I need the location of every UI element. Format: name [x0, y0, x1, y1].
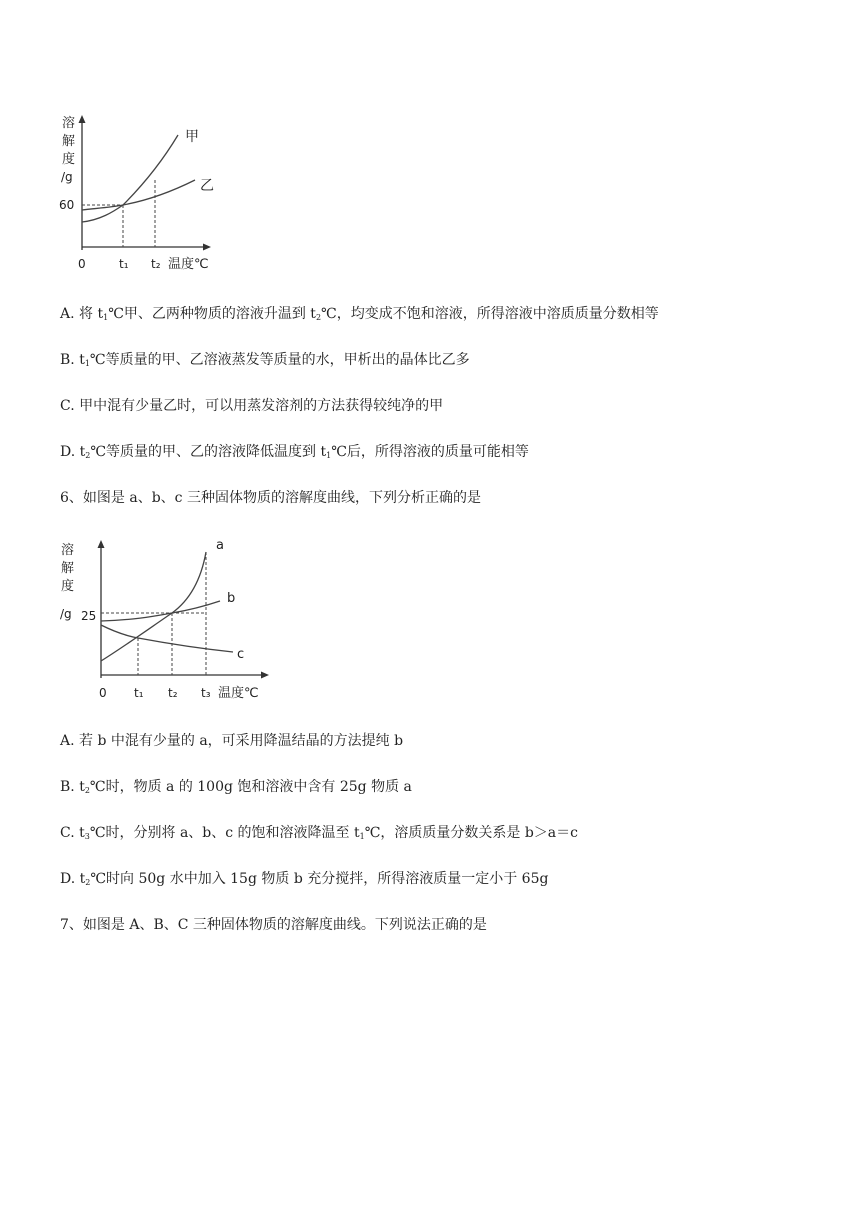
- q5-option-b: [60, 350, 820, 374]
- y-label-2: 解: [61, 561, 75, 576]
- x-tick-t1: t₁: [119, 257, 129, 271]
- curve-a: [101, 552, 206, 661]
- y-label-4: /g: [60, 607, 72, 621]
- origin-label: 0: [99, 686, 107, 700]
- q6d-sub1: 2: [85, 878, 91, 887]
- y-tick-60: 60: [59, 198, 75, 212]
- q6d-mid: ℃时向 50g 水中加入 15g 物质 b 充分搅拌，所得溶液质量一定小于 65g: [90, 871, 549, 887]
- q6-option-b: [60, 777, 820, 801]
- q6b-sub1: 2: [84, 786, 90, 795]
- q7-stem: 7、如图是 A、B、C 三种固体物质的溶解度曲线。下列说法正确的是: [60, 917, 487, 933]
- graph-2-svg: [55, 530, 285, 705]
- y-label-4: /g: [61, 170, 73, 184]
- q5b-prefix: B. t: [60, 352, 85, 368]
- curve-label-c: c: [237, 647, 245, 662]
- q5b-sub1: 1: [84, 359, 90, 368]
- q5a-sub1: 1: [103, 313, 109, 322]
- q6c-sub1: 3: [84, 832, 90, 841]
- y-axis-arrow-icon: [98, 540, 105, 548]
- q6a-text: A. 若 b 中混有少量的 a，可采用降温结晶的方法提纯 b: [60, 733, 404, 749]
- q5a-sub2: 2: [315, 313, 322, 322]
- q5d-end: ℃后，所得溶液的质量可能相等: [331, 444, 529, 460]
- curve-label-jia: 甲: [185, 129, 199, 145]
- q6-option-a: [60, 731, 820, 751]
- x-axis-label: 温度℃: [218, 686, 259, 701]
- x-tick-t3: t₃: [201, 686, 211, 700]
- q6-option-d: [60, 869, 820, 893]
- q5c-text: C. 甲中混有少量乙时，可以用蒸发溶剂的方法获得较纯净的甲: [60, 398, 444, 414]
- x-tick-t2: t₂: [151, 257, 161, 271]
- q5-option-d: [60, 442, 820, 466]
- q6c-sub2: 1: [359, 832, 365, 841]
- q5d-mid: ℃等质量的甲、乙的溶液降低温度到 t: [90, 444, 327, 460]
- q6b-mid: ℃时，物质 a 的 100g 饱和溶液中含有 25g 物质 a: [89, 779, 412, 795]
- q5-option-a: [60, 304, 820, 328]
- y-label-1: 溶: [61, 543, 75, 558]
- origin-label: 0: [78, 257, 86, 271]
- y-tick-25: 25: [81, 609, 97, 623]
- q5a-prefix: A. 将 t: [60, 306, 104, 322]
- x-tick-t1: t₁: [134, 686, 144, 700]
- q5b-mid: ℃等质量的甲、乙溶液蒸发等质量的水，甲析出的晶体比乙多: [89, 352, 470, 368]
- y-label-2: 解: [62, 134, 76, 149]
- q5a-end: ℃，均变成不饱和溶液，所得溶液中溶质质量分数相等: [321, 306, 659, 322]
- q5a-mid: ℃甲、乙两种物质的溶液升温到 t: [108, 306, 316, 322]
- y-axis-arrow-icon: [79, 115, 86, 123]
- q6c-mid: ℃时，分别将 a、b、c 的饱和溶液降温至 t: [89, 825, 360, 841]
- solubility-graph-2: [55, 530, 285, 705]
- solubility-graph-1: [55, 110, 235, 280]
- x-tick-t2: t₂: [168, 686, 178, 700]
- q5d-sub1: 2: [85, 451, 91, 460]
- graph-1-svg: [55, 110, 235, 280]
- q5-option-c: [60, 396, 820, 416]
- curve-label-b: b: [227, 591, 236, 606]
- curve-b: [101, 601, 220, 621]
- curve-label-a: a: [216, 538, 224, 553]
- y-label-3: 度: [61, 579, 75, 594]
- x-axis-label: 温度℃: [168, 257, 209, 272]
- y-label-1: 溶: [62, 116, 76, 131]
- q6-stem: 6、如图是 a、b、c 三种固体物质的溶解度曲线，下列分析正确的是: [60, 490, 481, 506]
- q5d-prefix: D. t: [60, 444, 86, 460]
- q6c-end: ℃，溶质质量分数关系是 b＞a＝c: [364, 825, 578, 841]
- q5d-sub2: 1: [326, 451, 332, 460]
- q6d-prefix: D. t: [60, 871, 86, 887]
- curve-label-yi: 乙: [200, 178, 214, 194]
- y-label-3: 度: [62, 152, 76, 167]
- x-axis-arrow-icon: [261, 672, 269, 679]
- q6c-prefix: C. t: [60, 825, 85, 841]
- x-axis-arrow-icon: [203, 244, 211, 251]
- q6b-prefix: B. t: [60, 779, 85, 795]
- q6-option-c: [60, 823, 820, 847]
